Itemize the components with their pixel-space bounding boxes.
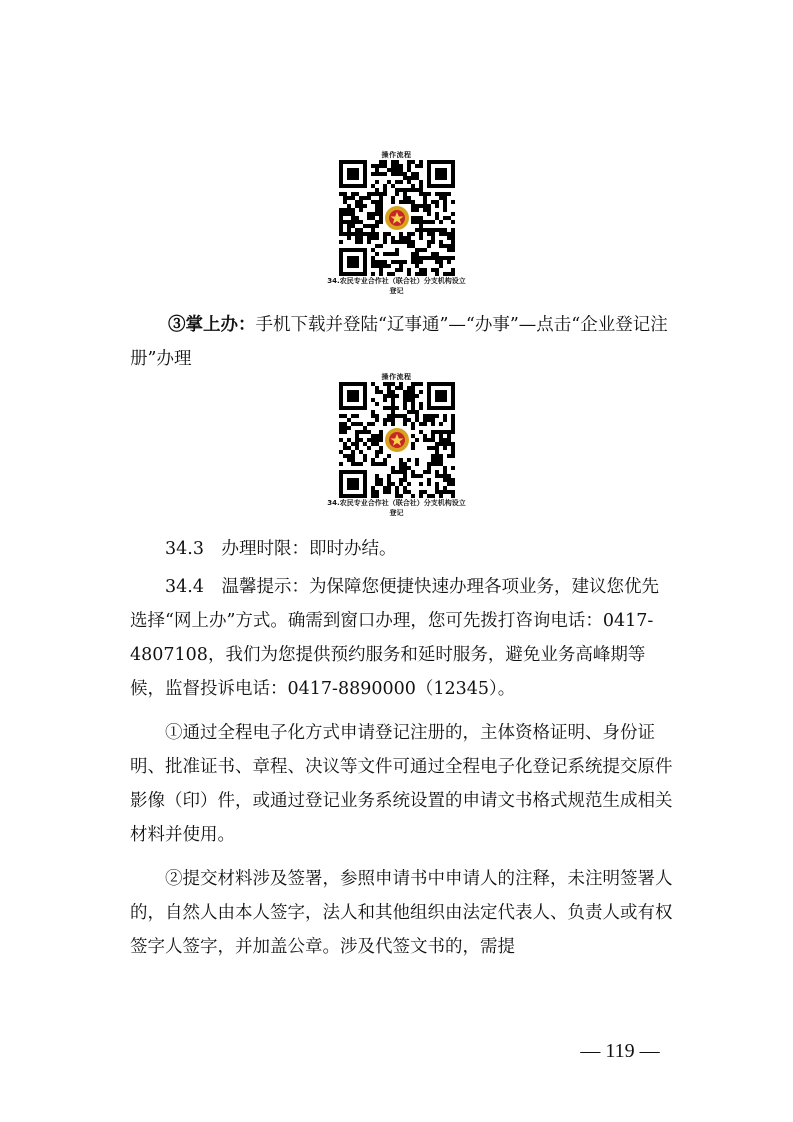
- mobile-office-text: 手机下载并登陆“辽事通”—“办事”—点击“企业登记注册”办理: [130, 315, 668, 369]
- qr-block-1: [0, 150, 793, 296]
- paragraph-mobile-office: [130, 308, 675, 376]
- paragraph-note-2: ②提交材料涉及签署，参照申请书中申请人的注释，未注明签署人的，自然人由本人签字，法人和其他组织由法定代表人、负责人或有权签字人签字，并加盖公章。涉及代签文书的，需提: [130, 869, 673, 957]
- qr-caption-line2: 登记: [389, 509, 404, 517]
- paragraph-note-1: ①通过全程电子化方式申请登记注册的，主体资格证明、身份证明、批准证书、章程、决议等文件可通过全程电子化登记系统提交原件影像（印）件，或通过登记业务系统设置的申请文书格式规范生成相关材料并使用。: [130, 723, 673, 845]
- page-number: — 119 —: [580, 1040, 660, 1062]
- qr-caption-bottom: [322, 276, 472, 296]
- qr-code-image: [339, 382, 455, 498]
- qr-caption-top: 操作流程: [381, 151, 412, 159]
- qr-block-2: [0, 372, 793, 518]
- paragraph-34-3: 34.3 办理时限：即时办结。: [165, 539, 397, 559]
- qr-caption-bottom: [322, 498, 472, 518]
- qr-caption-line2: 登记: [389, 287, 404, 295]
- mobile-office-marker: ③掌上办：: [168, 315, 256, 335]
- qr-caption-top: 操作流程: [381, 373, 412, 381]
- qr-caption-line1: 34.农民专业合作社（联合社）分支机构设立: [327, 499, 466, 507]
- qr-caption-line1: 34.农民专业合作社（联合社）分支机构设立: [327, 277, 466, 285]
- qr-code-image: [339, 160, 455, 276]
- paragraph-34-4: 34.4 温馨提示：为保障您便捷快速办理各项业务，建议您优先选择“网上办”方式。确需到窗口办理，您可先拨打咨询电话：0417-4807108，我们为您提供预约服务和延时服务，避免业务高峰期等候，监督投诉电话：0417-8890000（12345）。: [130, 577, 659, 699]
